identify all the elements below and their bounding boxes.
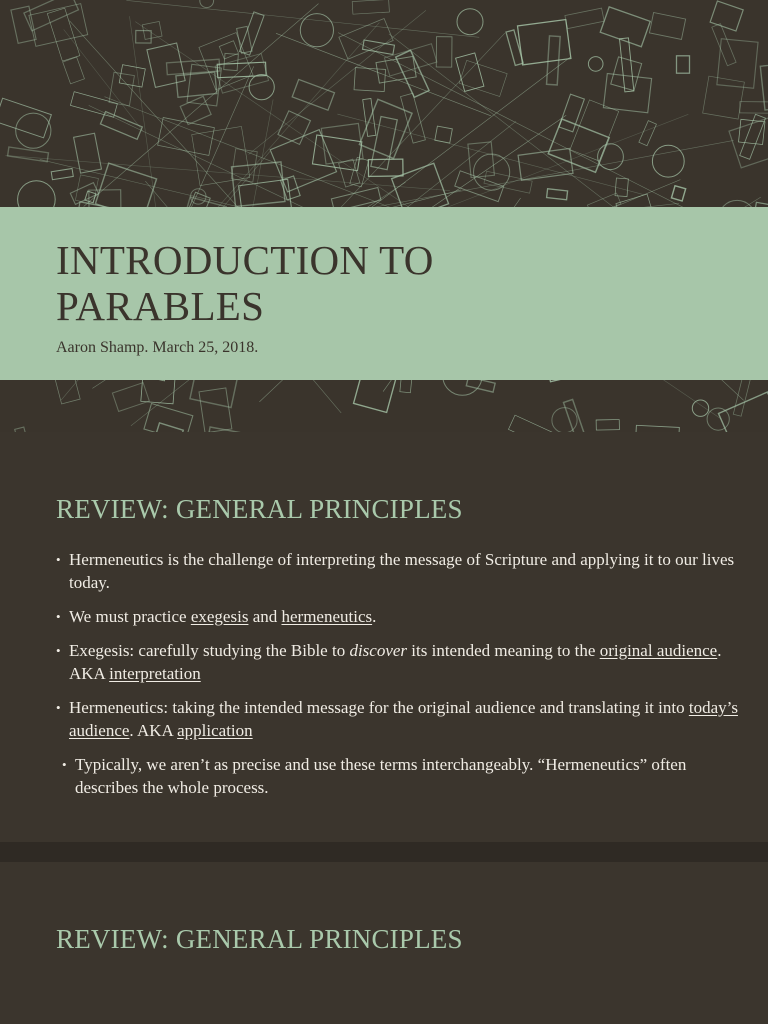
bullet-item: • Hermeneutics is the challenge of interpreting the message of Scripture and applying it to our lives today. xyxy=(56,548,746,594)
title-slide xyxy=(0,0,768,432)
term-exegesis: exegesis xyxy=(190,607,249,626)
review-slide xyxy=(0,432,768,842)
review-bullet-list xyxy=(56,548,746,810)
slide-subtitle: Aaron Shamp. March 25, 2018. xyxy=(56,339,259,356)
term-interpretation: interpretation xyxy=(109,664,201,683)
bullet-item: • We must practice exegesis and hermeneutics. xyxy=(56,605,746,628)
review-heading: REVIEW: GENERAL PRINCIPLES xyxy=(56,494,463,524)
term-todays-audience: today’s audience xyxy=(69,698,738,740)
bullet-item: • Hermeneutics: taking the intended message for the original audience and translating it into today’s audience. AKA application xyxy=(56,696,746,742)
title-band xyxy=(0,207,768,380)
emphasis-discover: discover xyxy=(349,641,408,660)
term-application: application xyxy=(177,721,253,740)
term-original-audience: original audience xyxy=(599,641,718,660)
bullet-item: • Exegesis: carefully studying the Bible to discover its intended meaning to the original audience. AKA interpretation xyxy=(56,639,746,685)
term-hermeneutics: hermeneutics xyxy=(281,607,373,626)
slide-divider xyxy=(0,842,768,862)
title-line-1: INTRODUCTION TO xyxy=(56,237,434,283)
next-review-slide xyxy=(0,862,768,1024)
slide-title xyxy=(56,237,434,329)
next-review-heading: REVIEW: GENERAL PRINCIPLES xyxy=(56,924,463,954)
bullet-item: • Typically, we aren’t as precise and use these terms interchangeably. “Hermeneutics” often describes the whole process. xyxy=(62,753,746,799)
title-line-2: PARABLES xyxy=(56,283,265,329)
